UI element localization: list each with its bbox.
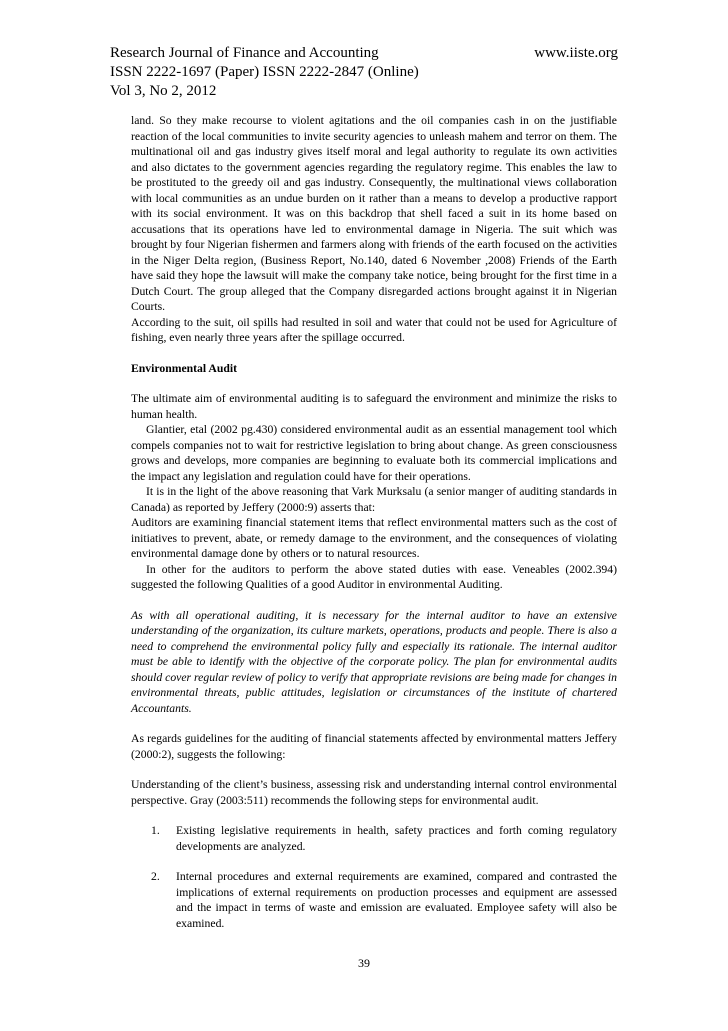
section-heading: Environmental Audit: [131, 361, 237, 375]
paragraph: According to the suit, oil spills had resulted in soil and water that could not be used for Agriculture of fishing, even nearly three years after the spillage occurred.: [131, 315, 617, 344]
list-number: 1.: [151, 824, 160, 837]
page-number: 39: [358, 956, 370, 970]
page-header: [110, 44, 618, 101]
journal-issn: ISSN 2222-1697 (Paper) ISSN 2222-2847 (Online): [110, 64, 419, 80]
paragraph: It is in the light of the above reasoning that Vark Murksalu (a senior manger of auditing standards in Canada) as reported by Jeffery (2000:9) asserts that:: [131, 485, 617, 514]
journal-title: Research Journal of Finance and Accounting: [110, 45, 379, 61]
list-item-text: Internal procedures and external requirements are examined, compared and contrasted the implications of external requirements on production processes and equipment are assessed and the impact in terms of waste and emission are evaluated. Employee safety will also be examined.: [176, 870, 617, 930]
paragraph: The ultimate aim of environmental auditing is to safeguard the environment and minimize the risks to human health.: [131, 392, 617, 421]
numbered-list: [131, 823, 617, 931]
list-item-text: Existing legislative requirements in health, safety practices and forth coming regulatory developments are analyzed.: [176, 824, 617, 853]
journal-website[interactable]: www.iiste.org: [534, 45, 618, 61]
list-item: [131, 823, 617, 854]
quoted-paragraph: As with all operational auditing, it is necessary for the internal auditor to have an extensive understanding of the organization, its culture markets, operations, products and people. There is also a need to comprehend the environmental policy fully and especially its rationale. The internal auditor must be able to identify with the objective of the corporate policy. The plan for environmental audits should cover regular review of policy to verify that appropriate revisions are being made for changes in environmental threats, public attitudes, legislation or circumstances of the institute of chartered Accountants.: [131, 608, 617, 715]
list-number: 2.: [151, 870, 160, 883]
paragraph: Glantier, etal (2002 pg.430) considered environmental audit as an essential management tool which compels companies not to wait for restrictive legislation to bring about change. As green consciousness grows and develops, more companies are beginning to evaluate both its commercial implications and the impact any legislation and regulation could have for their operations.: [131, 423, 617, 483]
paragraph: As regards guidelines for the auditing of financial statements affected by environmental matters Jeffery (2000:2), suggests the following:: [131, 732, 617, 761]
paragraph: Understanding of the client’s business, assessing risk and understanding internal control environmental perspective. Gray (2003:511) recommends the following steps for environmental audit.: [131, 778, 617, 807]
paragraph: Auditors are examining financial statement items that reflect environmental matters such as the cost of initiatives to prevent, abate, or remedy damage to the environment, and the consequences of violating environmental damage done by others or to natural resources.: [131, 516, 617, 560]
journal-volume: Vol 3, No 2, 2012: [110, 83, 217, 99]
paragraph: land. So they make recourse to violent agitations and the oil companies cash in on the justifiable reaction of the local communities to invite security agencies to unleash mahem and terror on them. The multinational oil and gas industry gives itself moral and legal authority to regulate its own activities and also dictates to the government agencies regarding the regulatory regime. This enables the law to be prostituted to the greedy oil and gas industry. Consequently, the multinational views collaboration with local communities as an undue burden on it rather than a means to develop a productive rapport with its social environment. It was on this backdrop that shell faced a suit in its home based on accusations that its operations have led to environmental damage in Nigeria. The suit which was brought by four Nigerian fishermen and farmers along with friends of the earth focused on the activities in the Niger Delta region, (Business Report, No.140, dated 6 November ,2008) Friends of the Earth have said they hope the lawsuit will make the company take notice, being brought for the first time in a Dutch Court. The group alleged that the Company disregarded actions brought against it in Nigerian Courts.: [131, 114, 617, 313]
list-item: [131, 869, 617, 931]
paragraph: In other for the auditors to perform the above stated duties with ease. Veneables (2002.394) suggested the following Qualities of a good Auditor in environmental Auditing.: [131, 562, 617, 591]
page-body: [131, 113, 617, 946]
